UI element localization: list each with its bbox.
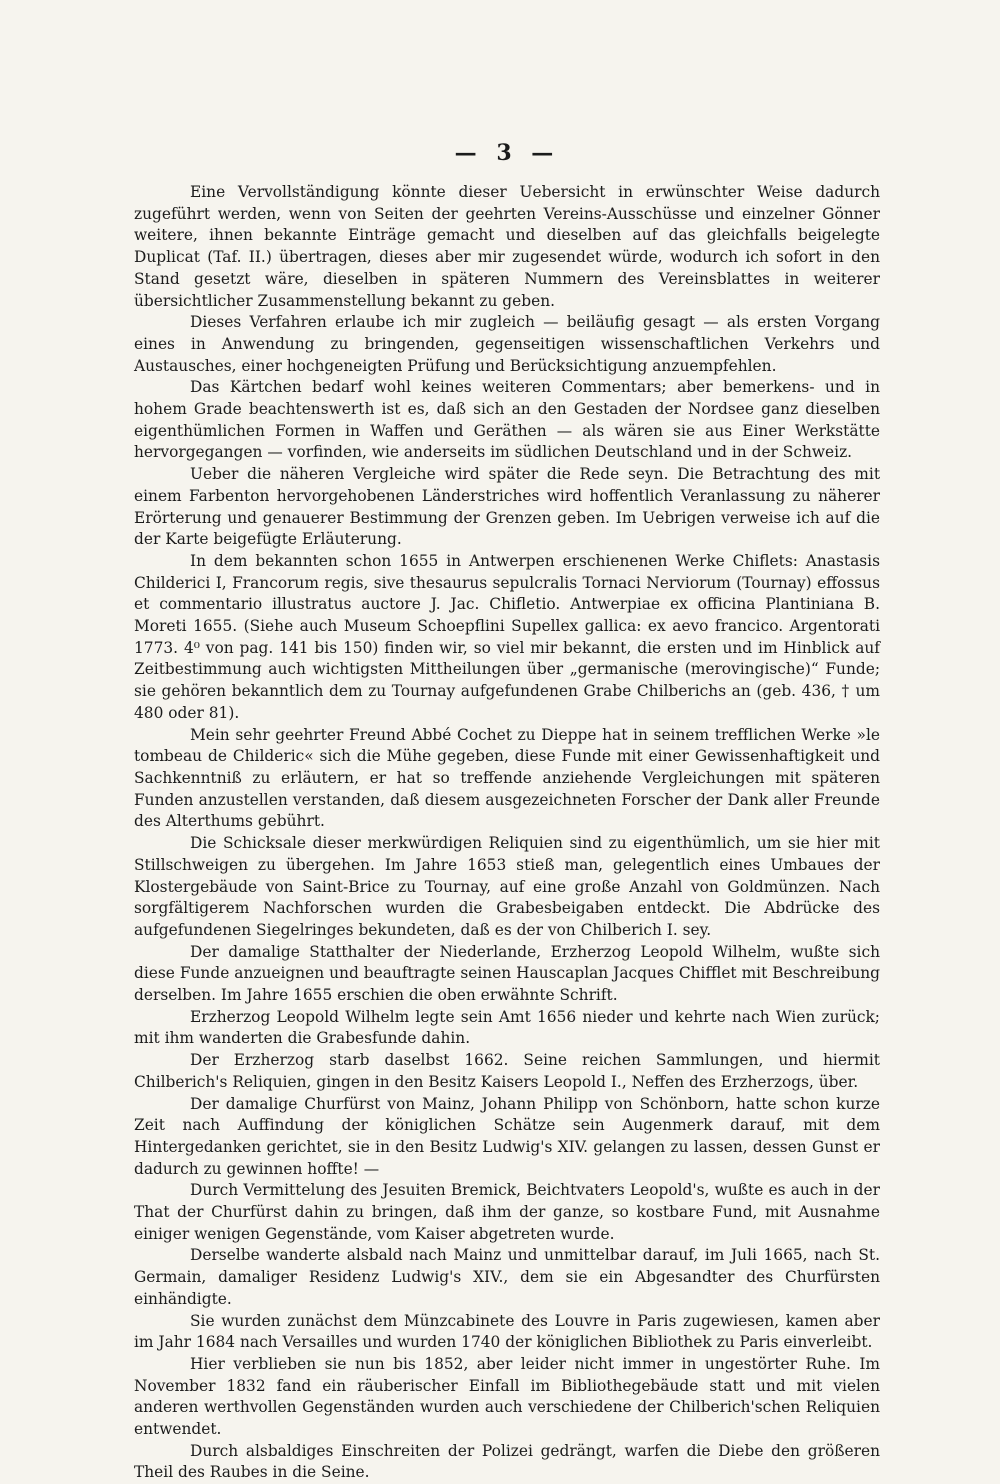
paragraph-15: Hier verblieben sie nun bis 1852, aber leider nicht immer in ungestörter Ruhe. Im November 1832 fand ein räuberischer Einfall im Bibliothegebäude statt und mit vielen anderen werthvollen Gegenständen wurden auch verschiedene der Chilberich'schen Reliquien entwendet. xyxy=(134,1354,880,1439)
paragraph-12: Durch Vermittelung des Jesuiten Bremick, Beichtvaters Leopold's, wußte es auch in der That der Churfürst dahin zu bringen, daß ihm der ganze, so kostbare Fund, mit Ausnahme einiger wenigen Gegenstände, vom Kaiser abgetreten wurde. xyxy=(134,1181,880,1243)
paragraph-6: Mein sehr geehrter Freund Abbé Cochet zu Dieppe hat in seinem trefflichen Werke »le tombeau de Childeric« sich die Mühe gegeben, diese Funde mit einer Gewissenhaftigkeit und Sachkenntniß zu erläutern, er hat so treffende anziehende Vergleichungen mit späteren Funden anzustellen verstanden, daß diesem ausgezeichneten Forscher der Dank aller Freunde des Alterthums gebührt. xyxy=(134,725,880,831)
paragraph-2: Dieses Verfahren erlaube ich mir zugleich — beiläufig gesagt — als ersten Vorgang eines in Anwendung zu bringenden, gegenseitigen wissenschaftlichen Verkehrs und Austausches, einer hochgeneigten Prüfung und Berücksichtigung anzuempfehlen. xyxy=(134,313,880,375)
paragraph-13: Derselbe wanderte alsbald nach Mainz und unmittelbar darauf, im Juli 1665, nach St. Germain, damaliger Residenz Ludwig's XIV., dem sie ein Abgesandter des Churfürsten einhändigte. xyxy=(134,1246,880,1308)
paragraph-16: Durch alsbaldiges Einschreiten der Polizei gedrängt, warfen die Diebe den größeren Theil des Raubes in die Seine. xyxy=(134,1441,880,1482)
paragraph-5: In dem bekannten schon 1655 in Antwerpen erschienenen Werke Chiflets: Anastasis Childerici I, Francorum regis, sive thesaurus sepulcralis Tornaci Nerviorum (Tournay) effossus et commentario illustratus auctore J. Jac. Chifletio. Antwerpiae ex officina Plantiniana B. Moreti 1655. (Siehe auch Museum Schoepflini Supellex gallica: ex aevo francico. Argentorati 1773. 4⁰ von pag. 141 bis 150) finden wir, so viel mir bekannt, die ersten und im Hinblick auf Zeitbestimmung auch wichtigsten Mittheilungen über „germanische (merovingische)“ Funde; sie gehören bekanntlich dem zu Tournay aufgefundenen Grabe Chilberichs an (geb. 436, † um 480 oder 81). xyxy=(134,551,880,722)
body-text xyxy=(134,182,880,1484)
paragraph-9: Erzherzog Leopold Wilhelm legte sein Amt 1656 nieder und kehrte nach Wien zurück; mit ihm wanderten die Grabesfunde dahin. xyxy=(134,1007,880,1048)
paragraph-4: Ueber die näheren Vergleiche wird später die Rede seyn. Die Betrachtung des mit einem Farbenton hervorgehobenen Länderstriches wird hoffentlich Veranlassung zu näherer Erörterung und genauerer Bestimmung der Grenzen geben. Im Uebrigen verweise ich auf die der Karte beigefügte Erläuterung. xyxy=(134,465,880,549)
paragraph-8: Der damalige Statthalter der Niederlande, Erzherzog Leopold Wilhelm, wußte sich diese Funde anzueignen und beauftragte seinen Hauscaplan Jacques Chifflet mit Beschreibung derselben. Im Jahre 1655 erschien die oben erwähnte Schrift. xyxy=(134,942,880,1005)
paragraph-14: Sie wurden zunächst dem Münzcabinete des Louvre in Paris zugewiesen, kamen aber im Jahr 1684 nach Versailles und wurden 1740 der königlichen Bibliothek zu Paris einverleibt. xyxy=(134,1311,880,1352)
paragraph-11: Der damalige Churfürst von Mainz, Johann Philipp von Schönborn, hatte schon kurze Zeit nach Auffindung der königlichen Schätze sein Augenmerk darauf, mit dem Hintergedanken gerichtet, sie in den Besitz Ludwig's XIV. gelangen zu lassen, dessen Gunst er dadurch zu gewinnen hoffte! — xyxy=(134,1094,880,1178)
paragraph-1: Eine Vervollständigung könnte dieser Uebersicht in erwünschter Weise dadurch zugeführt werden, wenn von Seiten der geehrten Vereins-Ausschüsse und einzelner Gönner weitere, ihnen bekannte Einträge gemacht und dieselben auf das gleichfalls beigelegte Duplicat (Taf. II.) übertragen, dieses aber mir zugesendet würde, wodurch ich sofort in den Stand gesetzt wäre, dieselben in späteren Nummern des Vereinsblattes in weiterer übersichtlicher Zusammenstellung bekannt zu geben. xyxy=(134,183,880,310)
paragraph-10: Der Erzherzog starb daselbst 1662. Seine reichen Sammlungen, und hiermit Chilberich's Reliquien, gingen in den Besitz Kaisers Leopold I., Neffen des Erzherzogs, über. xyxy=(134,1051,880,1091)
page-number: — 3 — xyxy=(454,140,560,166)
paragraph-3: Das Kärtchen bedarf wohl keines weiteren Commentars; aber bemerkens- und in hohem Grade beachtenswerth ist es, daß sich an den Gestaden der Nordsee ganz dieselben eigenthümlichen Formen in Waffen und Geräthen — als wären sie aus Einer Werkstätte hervorgegangen — vorfinden, wie anderseits im südlichen Deutschland und in der Schweiz. xyxy=(134,378,880,462)
paragraph-7: Die Schicksale dieser merkwürdigen Reliquien sind zu eigenthümlich, um sie hier mit Stillschweigen zu übergehen. Im Jahre 1653 stieß man, gelegentlich eines Umbaues der Klostergebäude von Saint-Brice zu Tournay, auf eine große Anzahl von Goldmünzen. Nach sorgfältigerem Nachforschen wurden die Grabesbeigaben entdeckt. Die Abdrücke des aufgefundenen Siegelringes bekundeten, daß es der von Chilberich I. sey. xyxy=(134,834,880,939)
